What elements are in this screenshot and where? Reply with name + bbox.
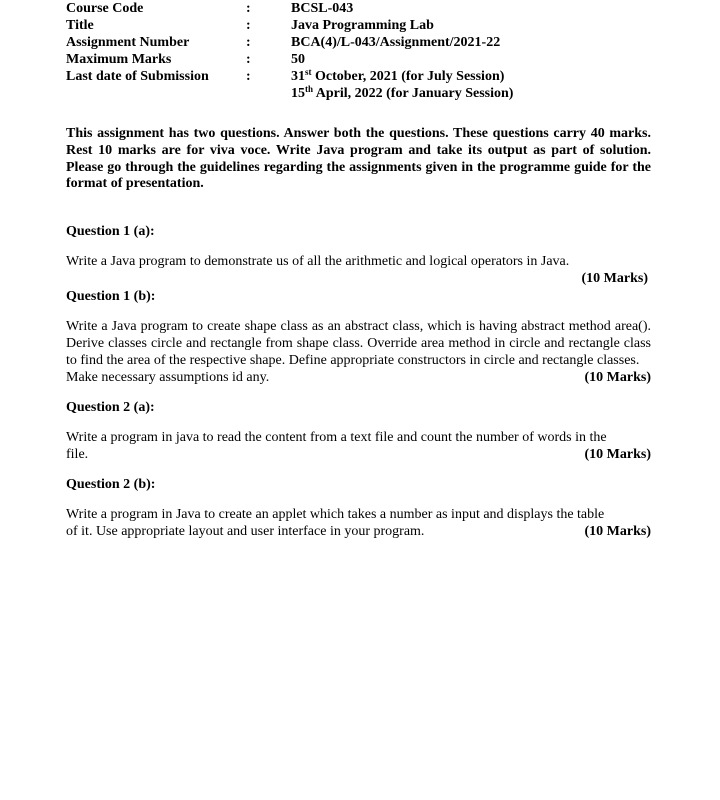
submission-dates	[291, 68, 513, 102]
question-1b-text: Write a Java program to create shape class as an abstract class, which is having abstract method area(). Derive classes circle and rectangle from shape class. Override area method in circle and rectangle class to find the area of the respective shape. Define appropriate constructors in circle and rectangle classes.	[66, 319, 651, 368]
july-session-date: 31st October, 2021 (for July Session)	[291, 67, 505, 84]
assignment-number-label: Assignment Number	[66, 35, 190, 50]
question-1a-marks: (10 Marks)	[581, 271, 648, 286]
course-code-value: BCSL-043	[291, 1, 354, 16]
question-2b-heading: Question 2 (b):	[66, 477, 156, 492]
colon: :	[246, 18, 251, 33]
question-1b-last-line: Make necessary assumptions id any.	[66, 370, 270, 385]
question-2a-heading: Question 2 (a):	[66, 400, 155, 415]
maximum-marks-label: Maximum Marks	[66, 52, 172, 67]
colon: :	[246, 35, 251, 50]
submission-date-label: Last date of Submission	[66, 69, 209, 84]
title-label: Title	[66, 18, 94, 33]
question-2b-marks: (10 Marks)	[584, 524, 651, 539]
question-1a-text: Write a Java program to demonstrate us of all the arithmetic and logical operators in Java.	[66, 254, 570, 269]
course-code-label: Course Code	[66, 1, 144, 16]
january-session-date: 15th April, 2022 (for January Session)	[291, 84, 514, 101]
title-value: Java Programming Lab	[291, 18, 434, 33]
question-2a-body	[66, 429, 651, 463]
question-2b-last-line: of it. Use appropriate layout and user interface in your program.	[66, 524, 425, 539]
maximum-marks-value: 50	[291, 52, 305, 67]
colon: :	[246, 69, 251, 84]
question-1a-body	[66, 253, 651, 287]
colon: :	[246, 52, 251, 67]
question-1a-heading: Question 1 (a):	[66, 224, 155, 239]
assignment-number-value: BCA(4)/L-043/Assignment/2021-22	[291, 35, 501, 50]
question-2b-body	[66, 506, 651, 540]
question-2b-text: Write a program in Java to create an applet which takes a number as input and displays the table	[66, 507, 605, 522]
question-2a-text: Write a program in java to read the content from a text file and count the number of words in the	[66, 430, 607, 445]
question-2a-last-line: file.	[66, 447, 89, 462]
instructions-paragraph: This assignment has two questions. Answer both the questions. These questions carry 40 marks. Rest 10 marks are for viva voce. Write Java program and take its output as part of solution. Please go through the guidelines regarding the assignments given in the programme guide for the format of presentation.	[66, 126, 651, 192]
question-1b-body	[66, 318, 651, 386]
colon: :	[246, 1, 251, 16]
question-2a-marks: (10 Marks)	[584, 447, 651, 462]
question-1b-marks: (10 Marks)	[584, 370, 651, 385]
question-1b-heading: Question 1 (b):	[66, 289, 156, 304]
